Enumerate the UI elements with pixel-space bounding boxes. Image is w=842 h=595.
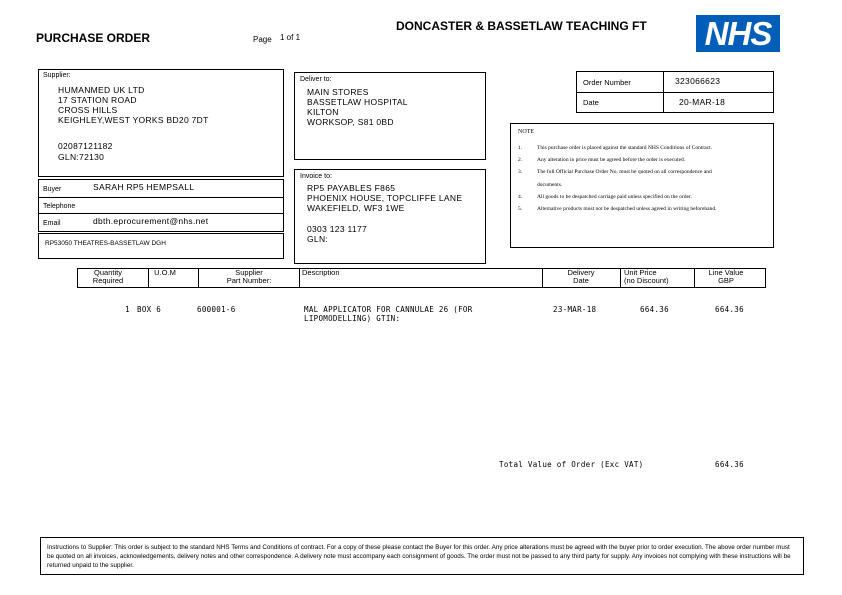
invoice-to-box [294,169,486,264]
supplier-address-line: 17 STATION ROAD [58,95,137,105]
row-delivery-date: 23-MAR-18 [553,305,597,314]
note-item: 3. The full Official Purchase Order No. must be quoted on all correspondence and [518,169,712,175]
supplier-box [38,69,284,177]
supplier-instructions-box [40,537,804,575]
order-date: 20-MAR-18 [679,97,726,107]
row-quantity: 1 [125,305,130,314]
row-unit-price: 664.36 [640,305,669,314]
column-header-line-value: Line Value GBP [708,268,744,285]
notes-box [510,123,774,248]
column-header-description: Description [302,268,340,277]
supplier-address-line: KEIGHLEY,WEST YORKS BD20 7DT [58,115,209,125]
supplier-label: Supplier: [43,72,71,79]
note-item: 1. This purchase order is placed against the standard NHS Conditions of Contract. [518,145,713,151]
note-item: documents. [537,182,563,188]
deliver-to-label: Deliver to: [300,76,332,83]
invoice-to-label: Invoice to: [300,173,332,180]
row-description: LIPOMODELLING) GTIN: [304,314,401,323]
organisation-name: DONCASTER & BASSETLAW TEACHING FT [396,19,647,33]
order-number: 323066623 [675,76,721,86]
row-description: MAL APPLICATOR FOR CANNULAE 26 (FOR [304,305,473,314]
document-title: PURCHASE ORDER [36,31,151,45]
notes-title: NOTE [518,129,534,135]
email-label: Email [43,220,61,227]
row-part-number: 600001-6 [197,305,236,314]
note-item: 4. All goods to be despatched carriage paid unless specified on the order. [518,194,692,200]
total-value: 664.36 [715,460,744,469]
supplier-address-line: HUMANMED UK LTD [58,85,145,95]
supplier-address-line: CROSS HILLS [58,105,118,115]
page-label: Page [253,35,272,44]
column-header-delivery-date: Delivery Date [567,268,595,285]
total-label: Total Value of Order (Exc VAT) [499,460,644,469]
deliver-to-line: WORKSOP, S81 0BD [307,117,394,127]
order-number-label: Order Number [583,78,631,87]
deliver-to-box [294,72,486,160]
buyer-name: SARAH RP5 HEMPSALL [93,182,195,192]
deliver-to-address [307,87,408,127]
invoice-to-line: RP5 PAYABLES F865 [307,183,396,193]
supplier-gln: GLN:72130 [58,152,105,162]
table-row [77,305,766,325]
column-header-unit-price: Unit Price (no Discount) [624,268,669,285]
row-line-value: 664.36 [715,305,744,314]
deliver-to-line: MAIN STORES [307,87,369,97]
order-info-box [576,71,774,113]
table-header [77,268,766,288]
date-label: Date [583,98,599,107]
department-box [38,233,284,259]
telephone-label: Telephone [43,203,76,210]
department-code: RP53050 THEATRES-BASSETLAW DGH [45,240,166,247]
invoice-gln: GLN: [307,234,329,244]
note-item: 5. Alternative products must not be despatched unless agreed in writing beforehand. [518,206,717,212]
invoice-to-line: PHOENIX HOUSE, TOPCLIFFE LANE [307,193,463,203]
buyer-box [38,179,284,232]
invoice-to-line: WAKEFIELD, WF3 1WE [307,203,405,213]
supplier-address [58,85,209,125]
nhs-logo: NHS [696,15,780,52]
deliver-to-line: BASSETLAW HOSPITAL [307,97,408,107]
page-number: 1 of 1 [280,33,301,42]
invoice-phone: 0303 123 1177 [307,224,367,234]
note-item: 2. Any alteration in price must be agreed before the order is executed. [518,157,686,163]
column-header-quantity: Quantity Required [92,268,124,285]
deliver-to-line: KILTON [307,107,339,117]
supplier-phone: 02087121182 [58,141,113,151]
column-header-part-number: Supplier Part Number: [226,268,272,285]
supplier-instructions: Instructions to Supplier: This order is subject to the standard NHS Terms and Conditions of contract. For a copy of these please contact the Buyer for this order. Any price alterations must be agreed with the buyer prior to order execution. The above order number must be quoted on all invoices, acknowledgements, delivery notes and other correspondence. A delivery note must accompany each consignment of goods. The order must not be passed to any third party for supply. Any invoices not complying with these instructions will be returned unpaid to the supplier. [47,544,791,569]
buyer-label: Buyer [43,186,62,193]
row-uom: BOX 6 [137,305,162,314]
invoice-to-address [307,183,462,213]
column-header-uom: U.O.M [154,268,176,277]
buyer-email: dbth.eprocurement@nhs.net [93,216,209,226]
